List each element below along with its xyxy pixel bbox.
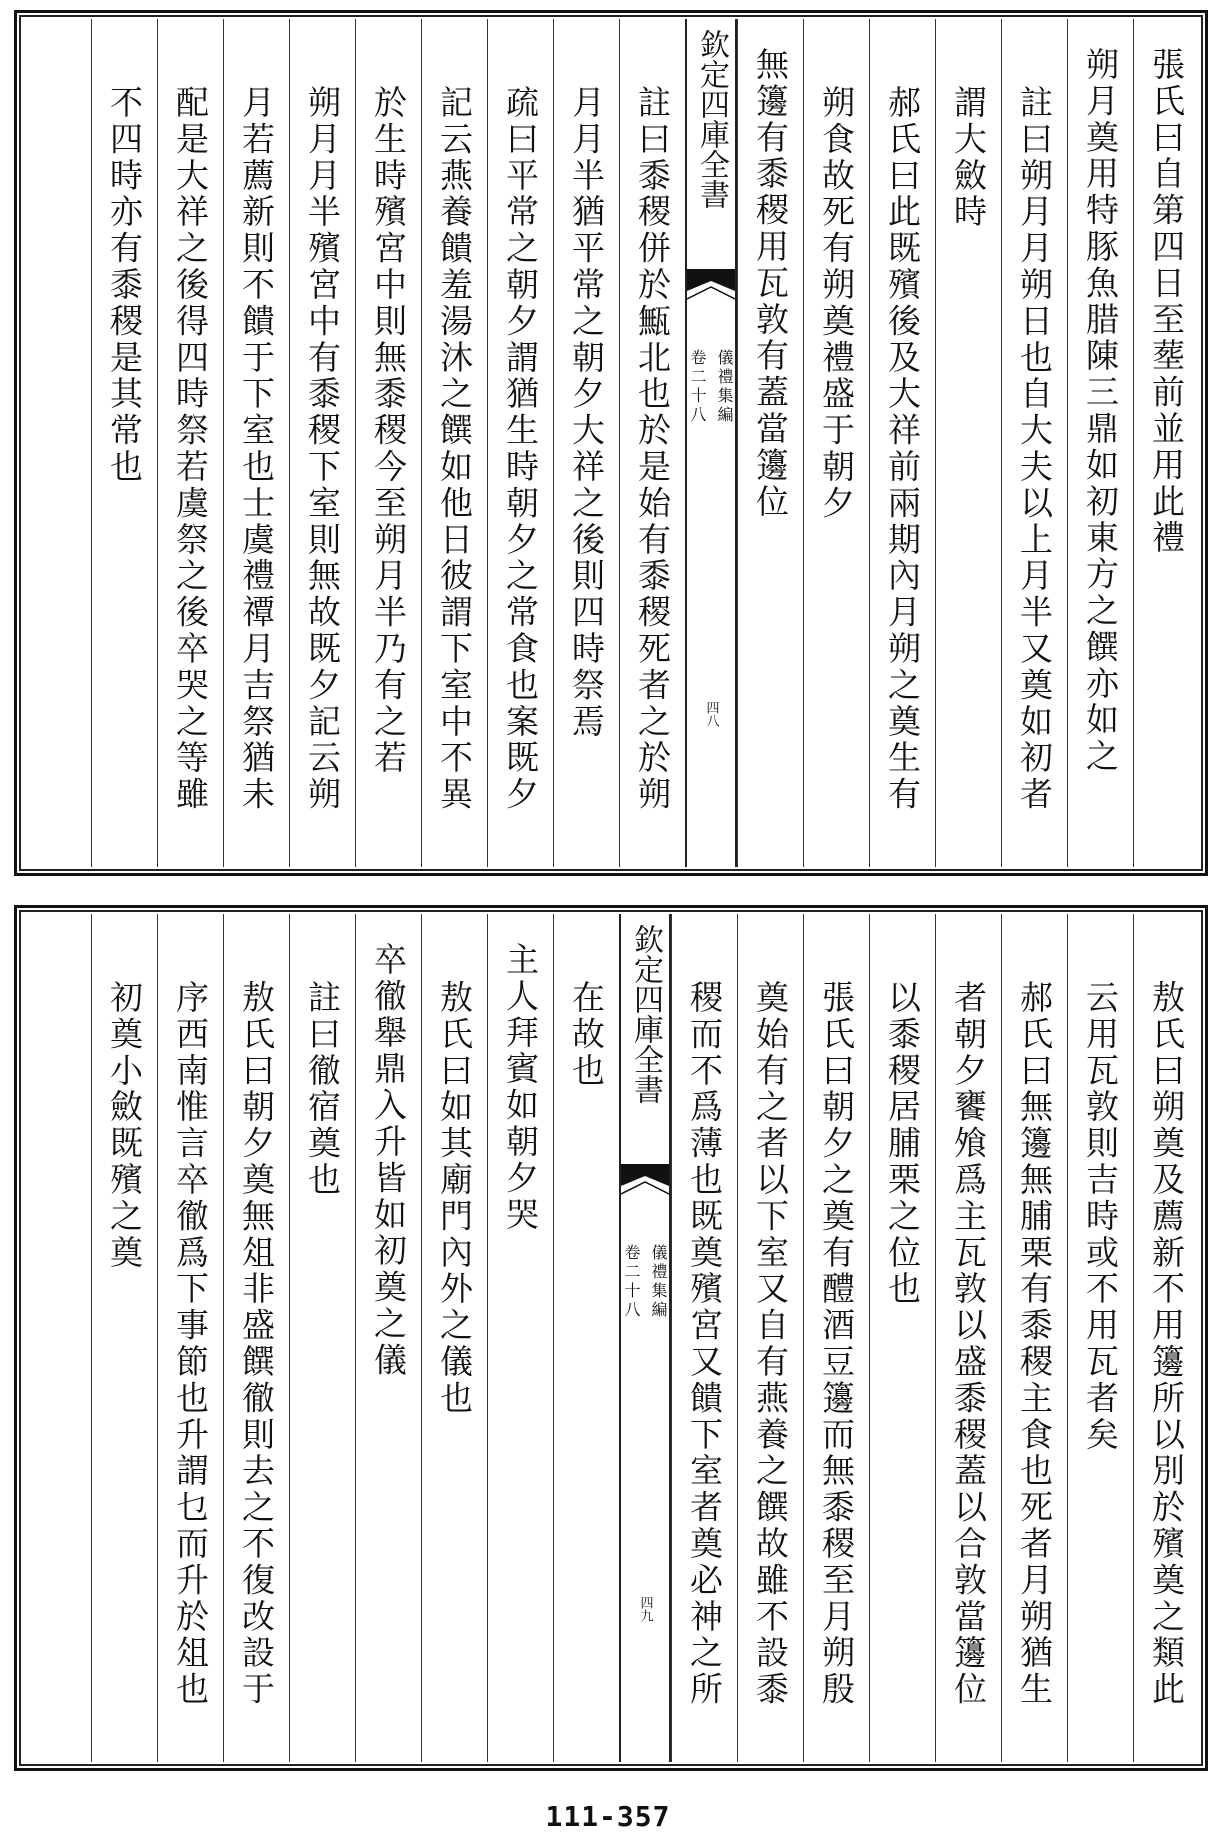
- section-label-line: 卷二十八: [688, 349, 707, 425]
- column-text: 敖氏曰如其廟門內外之儀也: [435, 980, 474, 1417]
- column-text: 張氏曰朝夕之奠有醴酒豆籩而無黍稷至月朔殷: [817, 980, 856, 1708]
- text-column: [935, 914, 1001, 1762]
- column-text: 朔月月半殯宮中有黍稷下室則無故既夕記云朔: [303, 85, 342, 813]
- column-text: 謂大斂時: [949, 85, 988, 231]
- column-text: 敖氏曰朔奠及薦新不用籩所以別於殯奠之類此: [1147, 980, 1186, 1708]
- text-column: [223, 19, 289, 867]
- text-column: [289, 914, 355, 1762]
- text-column: [869, 19, 935, 867]
- text-column: [1001, 19, 1067, 867]
- text-column: [1067, 19, 1133, 867]
- text-column: [223, 914, 289, 1762]
- column-text: 朔食故死有朔奠禮盛于朝夕: [817, 85, 856, 522]
- text-column: [1001, 914, 1067, 1762]
- text-column: [803, 914, 869, 1762]
- text-column: [355, 19, 421, 867]
- text-column: [91, 914, 157, 1762]
- text-column: [671, 914, 737, 1762]
- column-text: 月月半猶平常之朝夕大祥之後則四時祭焉: [567, 85, 606, 741]
- page-number: 111-357: [545, 1800, 671, 1833]
- column-text: 主人拜賓如朝夕哭: [501, 942, 540, 1234]
- text-column: [1133, 914, 1199, 1762]
- top-page-columns: [23, 19, 1199, 867]
- fishtail-mark-icon: [621, 1164, 669, 1214]
- column-text: 云用瓦敦則吉時或不用瓦者矣: [1081, 980, 1120, 1454]
- text-column: [1133, 19, 1199, 867]
- text-column: [157, 19, 223, 867]
- bottom-page-columns: [23, 914, 1199, 1762]
- column-text: 初奠小斂既殯之奠: [105, 980, 144, 1272]
- column-text: 配是大祥之後得四時祭若虞祭之後卒哭之等雖: [171, 85, 210, 813]
- text-column: [619, 19, 685, 867]
- column-text: 月若薦新則不饋于下室也士虞禮禫月吉祭猶未: [237, 85, 276, 813]
- text-column: [355, 914, 421, 1762]
- text-column: [421, 19, 487, 867]
- folio-number: 四八: [703, 701, 719, 727]
- fishtail-mark-icon: [687, 269, 735, 319]
- book-title: 欽定四庫全書: [694, 29, 729, 209]
- column-text: 於生時殯宮中則無黍稷今至朔月半乃有之若: [369, 85, 408, 777]
- column-text: 疏曰平常之朝夕謂猶生時朝夕之常食也案既夕: [501, 85, 540, 813]
- column-text: 不四時亦有黍稷是其常也: [105, 85, 144, 486]
- column-text: 張氏曰自第四日至塟前並用此禮: [1147, 47, 1186, 557]
- text-column: [869, 914, 935, 1762]
- column-text: 註曰朔月月朔日也自大夫以上月半又奠如初者: [1015, 85, 1054, 813]
- column-text: 註曰黍稷併於甒北也於是始有黍稷死者之於朔: [633, 85, 672, 813]
- column-text: 序西南惟言卒徹爲下事節也升謂乜而升於俎也: [171, 980, 210, 1708]
- section-label-line: 儀禮集編: [715, 349, 734, 425]
- book-title: 欽定四庫全書: [628, 924, 663, 1104]
- column-text: 稷而不爲薄也既奠殯宮又饋下室者奠必神之所: [685, 980, 724, 1708]
- column-text: 敖氏曰朝夕奠無俎非盛饌徹則去之不復改設于: [237, 980, 276, 1708]
- text-column: [289, 19, 355, 867]
- center-gutter: [685, 19, 737, 867]
- bottom-page-frame: [14, 905, 1208, 1771]
- text-column: [553, 19, 619, 867]
- text-column: [803, 19, 869, 867]
- text-column: [737, 19, 803, 867]
- text-column: [737, 914, 803, 1762]
- column-text: 者朝夕饔飧爲主瓦敦以盛黍稷蓋以合敦當籩位: [949, 980, 988, 1708]
- folio-number: 四九: [637, 1596, 653, 1622]
- column-text: 郝氏曰此既殯後及大祥前兩期內月朔之奠生有: [883, 85, 922, 813]
- column-text: 記云燕養饋羞湯沐之饌如他日彼謂下室中不異: [435, 85, 474, 813]
- text-column: [487, 914, 553, 1762]
- section-label: [686, 349, 736, 425]
- column-text: 在故也: [567, 980, 606, 1090]
- section-label-line: 卷二十八: [622, 1244, 641, 1320]
- section-label: [620, 1244, 670, 1320]
- section-label-line: 儀禮集編: [649, 1244, 668, 1320]
- column-text: 以黍稷居脯栗之位也: [883, 980, 922, 1308]
- text-column: [935, 19, 1001, 867]
- column-text: 朔月奠用特豚魚腊陳三鼎如初東方之饌亦如之: [1081, 47, 1120, 775]
- column-text: 郝氏曰無籩無脯栗有黍稷主食也死者月朔猶生: [1015, 980, 1054, 1708]
- center-gutter: [619, 914, 671, 1762]
- column-text: 註曰徹宿奠也: [303, 980, 342, 1199]
- text-column: [91, 19, 157, 867]
- text-column: [157, 914, 223, 1762]
- text-column: [1067, 914, 1133, 1762]
- text-column: [553, 914, 619, 1762]
- column-text: 奠始有之者以下室又自有燕養之饌故雖不設黍: [751, 980, 790, 1708]
- text-column: [487, 19, 553, 867]
- top-page-frame: [14, 10, 1208, 876]
- text-column: [421, 914, 487, 1762]
- column-text: 卒徹舉鼎入升皆如初奠之儀: [369, 942, 408, 1379]
- column-text: 無籩有黍稷用瓦敦有蓋當籩位: [751, 47, 790, 521]
